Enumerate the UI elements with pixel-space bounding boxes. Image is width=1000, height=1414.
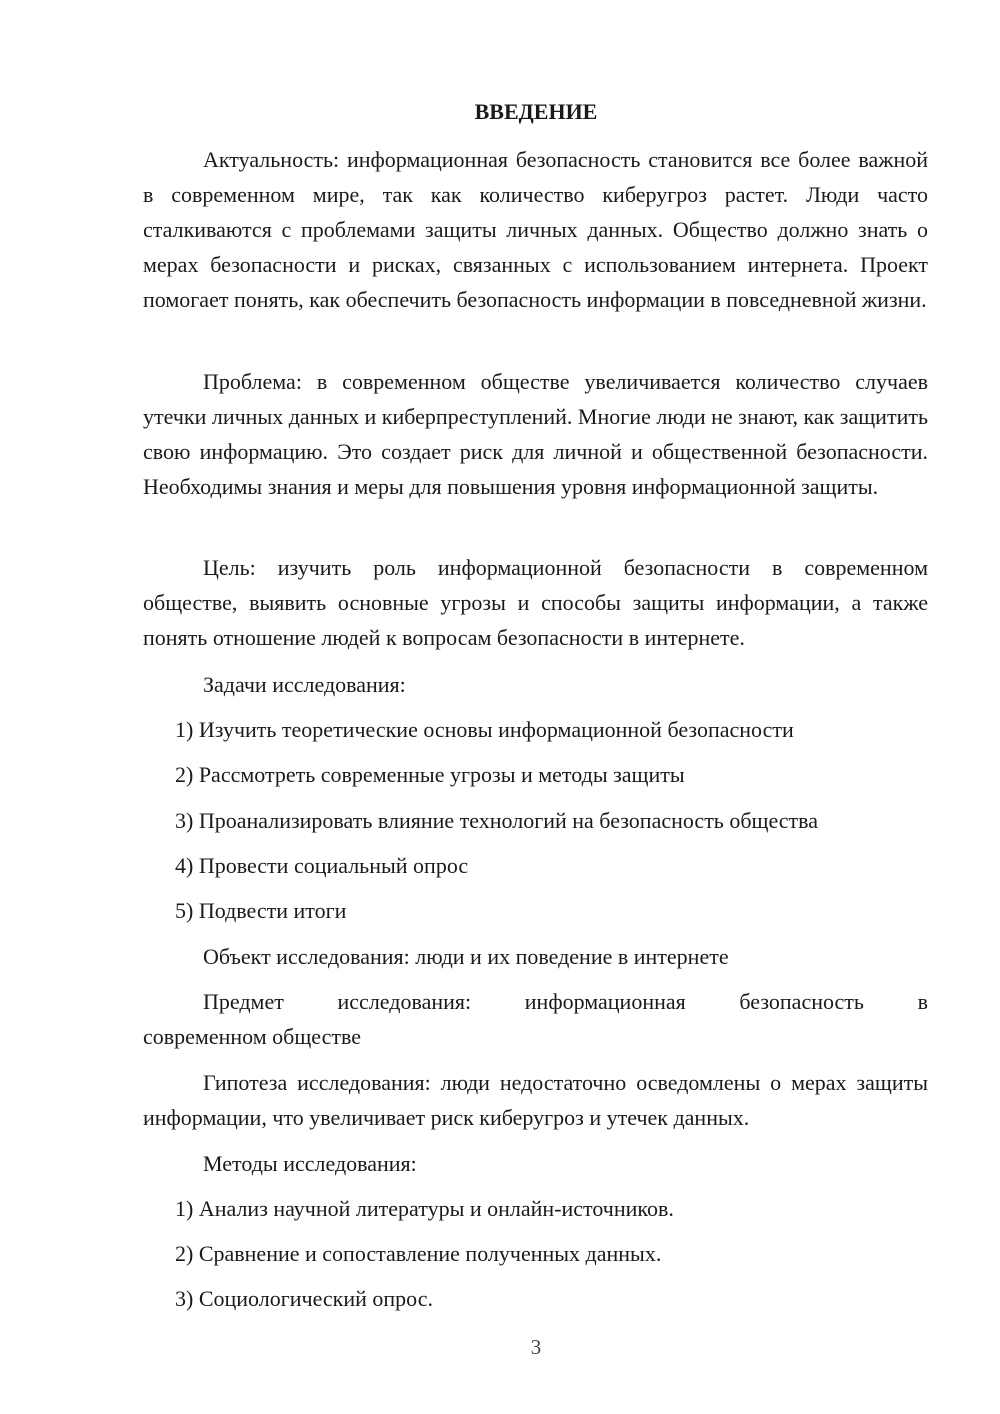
subject-word: в	[917, 989, 928, 1014]
subject-word: исследования:	[337, 989, 472, 1014]
task-item: 4) Провести социальный опрос	[175, 853, 469, 878]
task-item: 1) Изучить теоретические основы информационной безопасности	[175, 717, 794, 742]
hypothesis-paragraph: Гипотеза исследования: люди недостаточно осведомлены о мерах защиты информации, что увеличивает риск киберугроз и утечек данных.	[143, 1070, 928, 1130]
page-number: 3	[530, 1335, 542, 1359]
task-item: 3) Проанализировать влияние технологий на безопасность общества	[175, 808, 819, 833]
relevance-paragraph: Актуальность: информационная безопасность становится все более важной в современном мире, так как количество киберугроз растет. Люди часто сталкиваются с проблемами защиты личных данных. Общество должно знать о мерах безопасности и рисках, связанных с использованием интернета. Проект помогает понять, как обеспечить безопасность информации в повседневной жизни.	[143, 147, 928, 312]
task-item: 5) Подвести итоги	[175, 898, 347, 923]
subject-word: безопасность	[739, 989, 864, 1014]
task-item: 2) Рассмотреть современные угрозы и методы защиты	[175, 762, 685, 787]
subject-continuation: современном обществе	[143, 1024, 362, 1049]
methods-heading: Методы исследования:	[203, 1151, 417, 1176]
method-item: 2) Сравнение и сопоставление полученных данных.	[175, 1241, 662, 1266]
tasks-heading: Задачи исследования:	[203, 672, 406, 697]
method-item: 3) Социологический опрос.	[175, 1286, 433, 1311]
method-item: 1) Анализ научной литературы и онлайн-источников.	[175, 1196, 674, 1221]
subject-paragraph	[143, 984, 928, 1054]
subject-word: Предмет	[203, 989, 284, 1014]
subject-word: информационная	[524, 989, 686, 1014]
goal-paragraph: Цель: изучить роль информационной безопасности в современном обществе, выявить основные угрозы и способы защиты информации, а также понять отношение людей к вопросам безопасности в интернете.	[143, 555, 928, 650]
object-line: Объект исследования: люди и их поведение в интернете	[203, 944, 729, 969]
page-title: ВВЕДЕНИЕ	[474, 99, 598, 124]
problem-paragraph: Проблема: в современном обществе увеличивается количество случаев утечки личных данных и киберпреступлений. Многие люди не знают, как защитить свою информацию. Это создает риск для личной и общественной безопасности. Необходимы знания и меры для повышения уровня информационной защиты.	[143, 369, 928, 499]
